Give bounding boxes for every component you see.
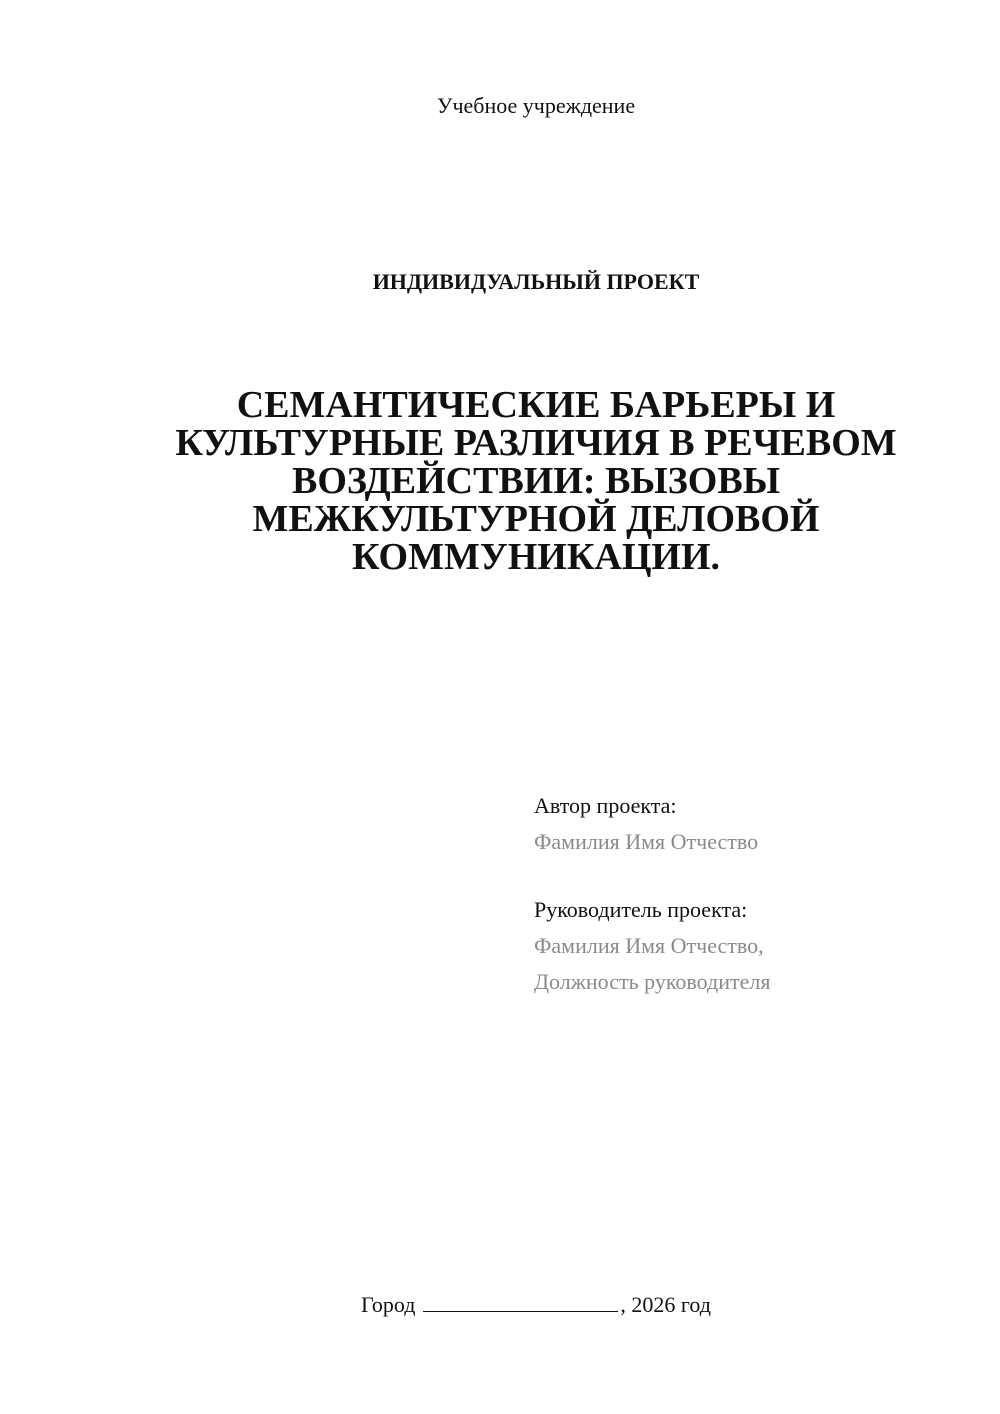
project-title-line: СЕМАНТИЧЕСКИЕ БАРЬЕРЫ И [236, 384, 836, 426]
author-name: Фамилия Имя Отчество [534, 829, 759, 854]
author-block [534, 788, 758, 860]
institution-name: Учебное учреждение [436, 93, 636, 118]
supervisor-label: Руководитель проекта: [534, 897, 748, 922]
city-blank-line [423, 1291, 618, 1312]
supervisor-position: Должность руководителя [534, 969, 771, 994]
supervisor-block [534, 892, 770, 1000]
project-title [150, 386, 922, 576]
city-year-line [0, 1290, 1000, 1320]
project-title-line: КУЛЬТУРНЫЕ РАЗЛИЧИЯ В РЕЧЕВОМ [175, 422, 897, 464]
project-title-line: КОММУНИКАЦИИ. [351, 536, 721, 578]
author-label: Автор проекта: [534, 793, 677, 818]
project-type-heading: ИНДИВИДУАЛЬНЫЙ ПРОЕКТ [372, 269, 700, 294]
year-text: , 2026 год [620, 1292, 711, 1317]
city-label: Город [361, 1292, 416, 1317]
project-title-line: МЕЖКУЛЬТУРНОЙ ДЕЛОВОЙ [252, 498, 820, 540]
project-title-line: ВОЗДЕЙСТВИИ: ВЫЗОВЫ [291, 460, 781, 502]
supervisor-name: Фамилия Имя Отчество, [534, 933, 764, 958]
